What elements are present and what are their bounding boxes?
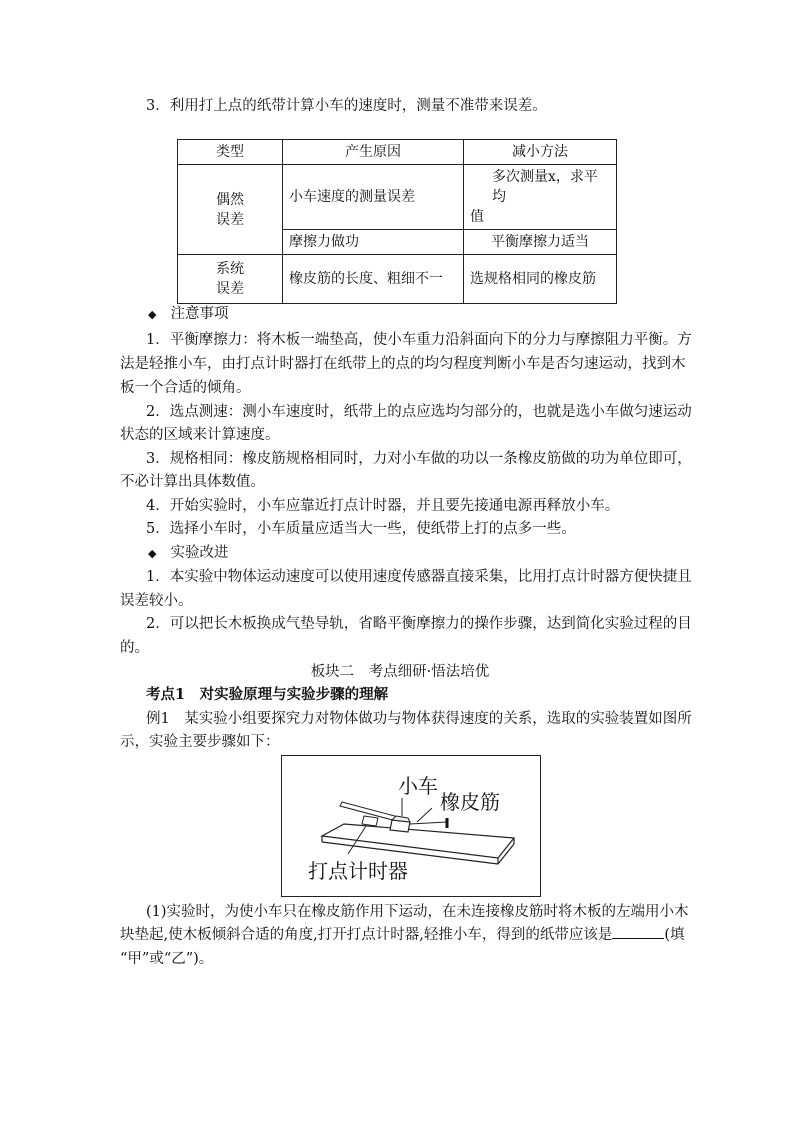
- notes-line: 1．平衡摩擦力：将木板一端垫高，使小车重力沿斜面向下的分力与摩擦阻力平衡。方: [146, 332, 692, 348]
- timer-shape: [362, 816, 378, 826]
- intro-item-3: 3．利用打上点的纸带计算小车的速度时，测量不准带来误差。: [146, 98, 547, 114]
- question-line: [120, 924, 685, 946]
- type-label: 误差: [216, 281, 244, 297]
- notes-line: 法是轻推小车，由打点计时器打在纸带上的点的均匀程度判断小车是否匀速运动，找到木: [120, 356, 686, 372]
- question-text: (填: [664, 927, 685, 943]
- question-line: “甲”或“乙”)。: [120, 951, 214, 967]
- notes-line: 3．规格相同：橡皮筋规格相同时，力对小车做的功以一条橡皮筋做的功为单位即可，: [146, 451, 692, 467]
- notes-line: 不必计算出具体数值。: [120, 474, 265, 490]
- cause-cell: 橡皮筋的长度、粗细不一: [283, 255, 464, 304]
- diamond-bullet-icon: ◆: [148, 547, 157, 560]
- method-text: 值: [470, 209, 484, 225]
- label-car: 小车: [398, 774, 438, 798]
- type-label: 偶然: [216, 191, 244, 208]
- table-row: [178, 165, 617, 230]
- board-shape: [322, 824, 514, 858]
- answer-blank[interactable]: [612, 924, 664, 939]
- table-row: [178, 255, 617, 304]
- apparatus-figure: [281, 755, 541, 897]
- cause-cell: 摩擦力做功: [283, 230, 464, 255]
- type-cell-system: [178, 255, 283, 304]
- notes-line: 板一个合适的倾角。: [120, 380, 251, 396]
- notes-line: 2．选点测速：测小车速度时，纸带上的点应选均匀部分的，也就是选小车做匀速运动: [146, 404, 692, 420]
- cause-cell: 小车速度的测量误差: [283, 165, 464, 230]
- label-timer: 打点计时器: [308, 859, 408, 883]
- type-cell-random: [178, 165, 283, 255]
- type-label: 系统: [216, 261, 244, 277]
- method-cell: [464, 165, 617, 230]
- rubber-band: [410, 822, 447, 824]
- diamond-bullet-icon: ◆: [148, 308, 157, 321]
- question-text: 块垫起,使木板倾斜合适的角度,打开打点计时器,轻推小车，得到的纸带应该是: [120, 927, 613, 943]
- notes-line: 5．选择小车时，小车质量应适当大一些，使纸带上打的点多一些。: [146, 521, 576, 537]
- method-text: 多次测量x，求平均: [492, 169, 598, 205]
- header-cause: 产生原因: [283, 140, 464, 165]
- notes-line: 4．开始实验时，小车应靠近打点计时器，并且要先接通电源再释放小车。: [146, 498, 620, 514]
- label-rubber-band: 橡皮筋: [440, 790, 500, 814]
- question-line: (1)实验时，为使小车只在橡皮筋作用下运动，在未连接橡皮筋时将木板的左端用小木: [146, 904, 689, 920]
- example-line: 示，实验主要步骤如下：: [120, 734, 280, 750]
- section-title: 板块二 考点细研·悟法培优: [310, 664, 490, 680]
- notes-heading: [148, 303, 708, 326]
- notes-line: 状态的区域来计算速度。: [120, 427, 280, 443]
- improve-line: 1．本实验中物体运动速度可以使用速度传感器直接采集，比用打点计时器方便快捷且: [146, 569, 692, 585]
- notes-heading-text: 注意事项: [170, 306, 229, 322]
- topic-heading: 考点1 对实验原理与实验步骤的理解: [146, 686, 389, 703]
- improve-heading: [148, 542, 708, 565]
- header-method: 减小方法: [464, 140, 617, 165]
- leader-line: [417, 808, 432, 822]
- error-table: [177, 139, 617, 304]
- method-cell: 平衡摩擦力适当: [464, 230, 617, 255]
- improve-heading-text: 实验改进: [170, 545, 229, 561]
- improve-line: 的。: [120, 640, 149, 656]
- method-cell: 选规格相同的橡皮筋: [464, 255, 617, 304]
- improve-line: 误差较小。: [120, 593, 193, 609]
- example-line: 例1 某实验小组要探究力对物体做功与物体获得速度的关系，选取的实验装置如图所: [146, 711, 692, 727]
- table-header-row: [178, 140, 617, 165]
- improve-line: 2．可以把长木板换成气垫导轨，省略平衡摩擦力的操作步骤，达到简化实验过程的目: [146, 616, 692, 632]
- type-label: 误差: [216, 211, 244, 228]
- header-type: 类型: [178, 140, 283, 165]
